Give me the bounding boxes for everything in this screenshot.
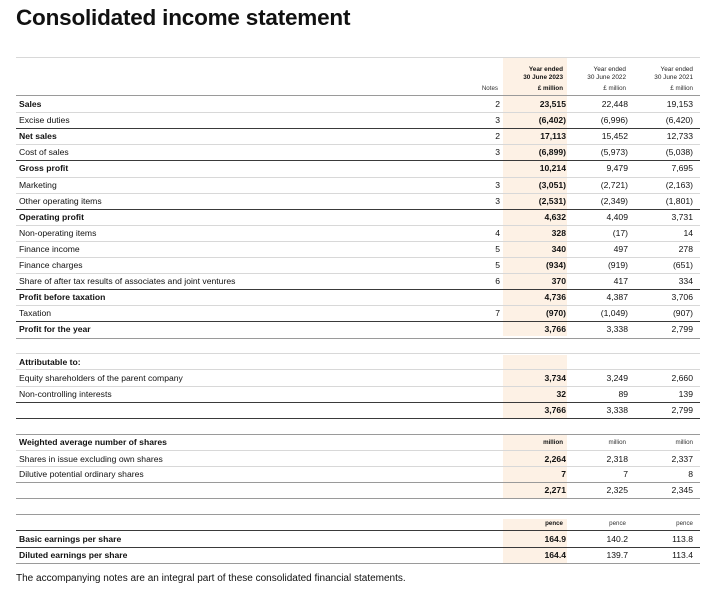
value-2022: (2,349) [600,195,628,206]
value-2021: 113.8 [672,534,693,544]
value-2023: 10,214 [539,163,566,174]
note-ref: 4 [495,227,500,238]
row-label: Finance income [19,243,80,254]
row-label: Taxation [19,308,52,319]
eps-unit-2022: pence [609,520,626,527]
value-2022: 15,452 [601,131,628,142]
value-2022: 3,338 [606,324,628,335]
total-2021: 2,799 [671,405,693,415]
value-2023: 3,734 [544,373,566,383]
header-2022-line2: 30 June 2022 [587,74,626,81]
attributable-total-row [16,402,700,418]
page-title: Consolidated income statement [16,5,351,30]
note-ref: 3 [495,195,500,206]
value-2021: 3,731 [671,211,693,222]
value-2023: 164.4 [544,550,566,560]
table-row [16,321,700,337]
value-2021: 19,153 [666,99,693,109]
value-2023: 4,632 [544,211,566,222]
row-label: Gross profit [19,163,69,174]
note-ref: 2 [495,131,500,142]
value-2023: 4,736 [544,292,566,303]
table-row [16,466,700,482]
value-2023: 7 [561,469,566,479]
value-2022: 4,409 [606,211,628,222]
value-2022: 417 [613,276,628,287]
value-2022: (6,996) [600,115,628,126]
table-row [16,160,700,176]
divider [16,514,700,515]
value-2021: 14 [683,227,693,238]
value-2023: 370 [551,276,566,287]
total-2022: 3,338 [606,405,628,415]
value-2023: (3,051) [538,179,566,190]
row-label: Weighted average number of shares [19,437,167,447]
header-2021-line2: 30 June 2021 [654,74,693,81]
value-2023: (934) [545,260,566,270]
table-row [16,289,700,305]
value-2021: 139 [678,389,693,399]
header-2022-line1: Year ended [593,66,626,73]
eps-unit-2021: pence [676,520,693,527]
header-2023-line2: 30 June 2023 [523,74,563,81]
value-2022: 2,318 [606,454,628,464]
table-row [16,305,700,321]
header-2021-unit: £ million [670,85,693,92]
footnote: The accompanying notes are an integral part of these consolidated financial statements. [16,573,406,584]
value-2021: 3,706 [671,292,693,303]
note-ref: 2 [495,99,500,109]
value-2021: 2,660 [671,373,693,383]
value-2023: (6,899) [538,147,566,158]
table-row [16,531,700,547]
divider [16,498,700,499]
row-label: Other operating items [19,195,102,206]
header-2021-line1: Year ended [660,66,693,73]
value-2021: 2,337 [671,454,693,464]
value-2022: (1,049) [600,308,628,319]
value-2021: (2,163) [665,179,693,190]
table-row [16,193,700,209]
shares-unit-2023: million [543,439,563,446]
table-row [16,128,700,144]
eps-unit-2023: pence [545,520,563,527]
value-2021: 2,799 [671,324,693,335]
row-label: Share of after tax results of associates and joint ventures [19,276,236,287]
value-2021: 8 [688,469,693,479]
row-label: Excise duties [19,115,70,126]
value-2023: 328 [551,227,566,238]
divider [16,418,700,419]
table-row [16,386,700,402]
table-row [16,451,700,467]
header-2023-unit: £ million [537,85,563,92]
value-2022: 497 [613,243,628,254]
table-row [16,96,700,112]
value-2021: 278 [678,243,693,254]
note-ref: 3 [495,179,500,190]
row-label: Cost of sales [19,147,69,158]
value-2021: (907) [672,308,693,319]
value-2021: (5,038) [665,147,693,158]
divider [16,563,700,564]
value-2022: 22,448 [601,99,628,109]
value-2021: 12,733 [666,131,693,142]
row-label: Dilutive potential ordinary shares [19,469,144,479]
shares-total-row [16,482,700,498]
header-notes: Notes [481,85,498,92]
value-2023: 2,264 [544,454,566,464]
value-2021: (651) [672,260,693,270]
value-2021: (1,801) [665,195,693,206]
note-ref: 7 [495,308,500,319]
value-2023: 164.9 [544,534,566,544]
table-row [16,547,700,563]
divider [16,338,700,339]
table-row [16,241,700,257]
row-label: Finance charges [19,260,83,270]
value-2022: 139.7 [606,550,628,560]
value-2021: 113.4 [672,550,693,560]
row-label: Sales [19,99,42,109]
table-row [16,112,700,128]
shares-unit-2022: million [608,439,626,446]
value-2022: 89 [618,389,628,399]
value-2023: (6,402) [538,115,566,126]
note-ref: 5 [495,243,500,254]
table-row [16,209,700,225]
value-2023: 340 [551,243,566,254]
value-2021: (6,420) [665,115,693,126]
value-2023: 17,113 [540,131,566,142]
row-label: Attributable to: [19,357,81,367]
value-2022: (2,721) [600,179,628,190]
row-label: Net sales [19,131,57,142]
note-ref: 6 [495,276,500,287]
value-2023: 32 [556,389,566,399]
header-2022-unit: £ million [603,85,626,92]
table-row [16,225,700,241]
row-label: Operating profit [19,211,84,222]
value-2022: 9,479 [606,163,628,174]
row-label: Basic earnings per share [19,534,122,544]
table-row [16,144,700,160]
total-2023: 3,766 [544,405,566,415]
note-ref: 5 [495,260,500,270]
shares-unit-2021: million [675,439,693,446]
note-ref: 3 [495,115,500,126]
value-2022: (5,973) [600,147,628,158]
table-row [16,257,700,273]
total-2021: 2,345 [671,485,693,495]
value-2023: (970) [545,308,566,319]
row-label: Equity shareholders of the parent company [19,373,183,383]
value-2022: 7 [623,469,628,479]
row-label: Shares in issue excluding own shares [19,454,163,464]
shares-heading [16,434,700,450]
value-2022: (17) [612,227,628,238]
divider [16,57,700,58]
value-2021: 7,695 [671,163,693,174]
table-row [16,370,700,386]
total-2023: 2,271 [544,485,566,495]
value-2021: 334 [678,276,693,287]
value-2022: 3,249 [606,373,628,383]
row-label: Profit before taxation [19,292,106,303]
row-label: Non-controlling interests [19,389,112,399]
row-label: Marketing [19,179,57,190]
row-label: Diluted earnings per share [19,550,128,560]
value-2023: (2,531) [538,195,566,206]
table-row [16,273,700,289]
value-2022: (919) [607,260,628,270]
note-ref: 3 [495,147,500,158]
attributable-heading [16,354,700,370]
row-label: Non-operating items [19,227,97,238]
value-2023: 3,766 [544,324,566,335]
total-2022: 2,325 [606,485,628,495]
value-2022: 140.2 [606,534,628,544]
row-label: Profit for the year [19,324,91,335]
value-2023: 23,515 [539,99,566,109]
value-2022: 4,387 [606,292,628,303]
header-2023-line1: Year ended [528,66,563,73]
table-row [16,177,700,193]
